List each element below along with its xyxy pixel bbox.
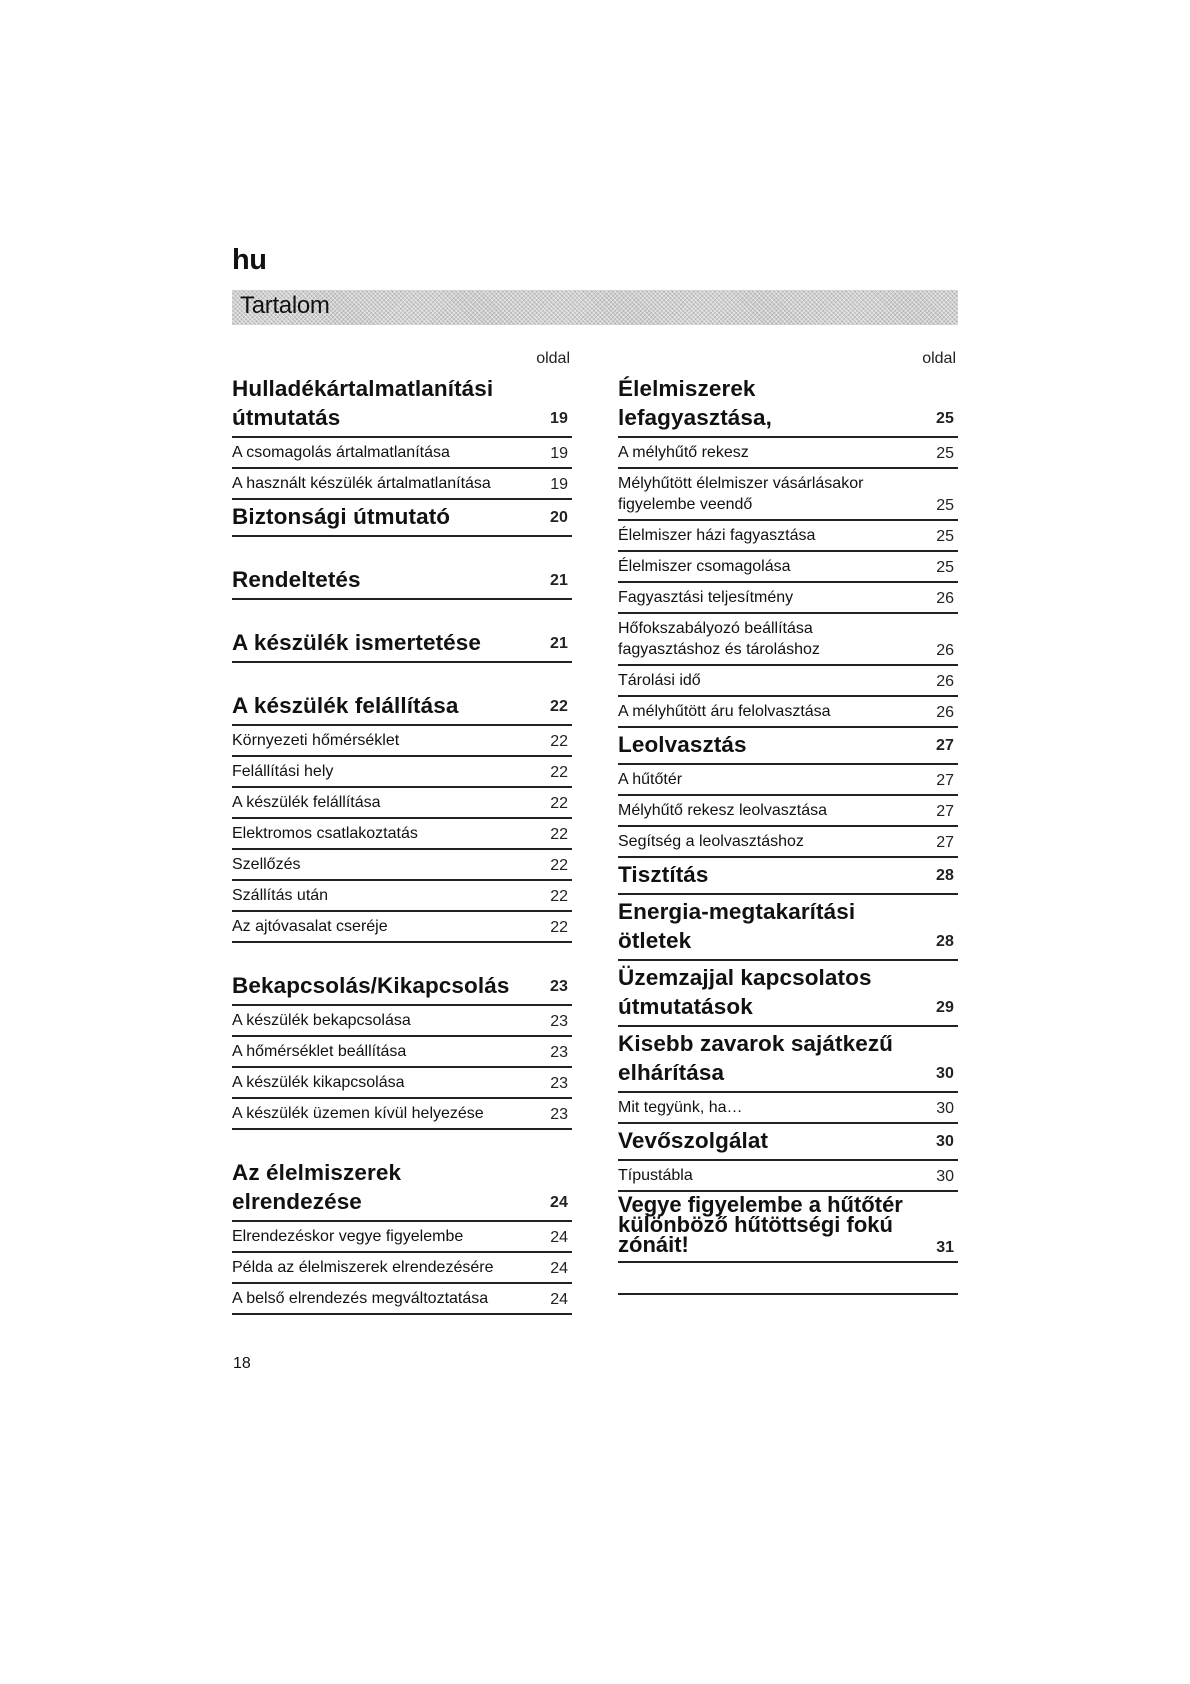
toc-entry-page: 22: [550, 857, 568, 874]
toc-entry-page: 22: [550, 919, 568, 936]
toc-heading-entry[interactable]: [618, 895, 958, 961]
toc-entry-page: 23: [550, 1106, 568, 1123]
toc-entry-title: Hőfokszabályozó beállítása fagyasztáshoz és tároláshoz: [618, 620, 820, 658]
toc-subentry[interactable]: [618, 697, 958, 728]
toc-entry-title: Példa az élelmiszerek elrendezésére: [232, 1259, 494, 1276]
toc-entry-page: 19: [550, 476, 568, 493]
toc-heading-entry[interactable]: [232, 1156, 572, 1222]
toc-subentry[interactable]: [618, 469, 958, 521]
toc-entry-page: 22: [550, 764, 568, 781]
toc-subentry[interactable]: [232, 1006, 572, 1037]
toc-entry-page: 23: [550, 978, 568, 995]
toc-subentry[interactable]: [618, 438, 958, 469]
toc-entry-title: Élelmiszer házi fagyasztása: [618, 527, 816, 544]
toc-entry-page: 30: [936, 1168, 954, 1185]
toc-entry-title: Bekapcsolás/Kikapcsolás: [232, 973, 510, 998]
toc-subentry[interactable]: [232, 1037, 572, 1068]
toc-entry-page: 30: [936, 1133, 954, 1150]
toc-subentry[interactable]: [232, 1284, 572, 1315]
toc-entry-title: Mit tegyünk, ha…: [618, 1099, 743, 1116]
toc-entry-title: A mélyhűtő rekesz: [618, 444, 749, 461]
toc-entry-title: Tisztítás: [618, 862, 709, 887]
spacer: [232, 537, 572, 563]
toc-subentry[interactable]: [232, 1222, 572, 1253]
toc-entry-page: 23: [550, 1075, 568, 1092]
toc-entry-title: Elrendezéskor vegye figyelembe: [232, 1228, 464, 1245]
toc-entry-page: 26: [936, 590, 954, 607]
toc-entry-title: Szállítás után: [232, 887, 329, 904]
toc-entry-title: Típustábla: [618, 1167, 693, 1184]
toc-entry-title: A belső elrendezés megváltoztatása: [232, 1290, 489, 1307]
toc-entry-title: Az ajtóvasalat cseréje: [232, 918, 388, 935]
toc-entry-title: Felállítási hely: [232, 763, 334, 780]
toc-subentry[interactable]: [618, 1161, 958, 1192]
spacer: [232, 1130, 572, 1156]
toc-subentry[interactable]: [618, 521, 958, 552]
toc-subentry[interactable]: [618, 827, 958, 858]
toc-heading-entry[interactable]: [232, 969, 572, 1006]
toc-entry-page: 30: [936, 1065, 954, 1082]
toc-heading-entry[interactable]: [232, 563, 572, 600]
toc-entry-title: Tárolási idő: [618, 672, 701, 689]
toc-entry-title: Mélyhűtő rekesz leolvasztása: [618, 802, 827, 819]
toc-entry-title: Vegye figyelembe a hűtőtér különböző hűtöttségi fokú zónáit!: [618, 1192, 903, 1257]
toc-entry-title: Fagyasztási teljesítmény: [618, 589, 794, 606]
toc-entry-page: 20: [550, 509, 568, 526]
toc-entry-page: 21: [550, 635, 568, 652]
toc-subentry[interactable]: [618, 552, 958, 583]
toc-heading-entry[interactable]: [618, 858, 958, 895]
toc-subentry[interactable]: [232, 788, 572, 819]
toc-entry-page: 19: [550, 445, 568, 462]
toc-entry-page: 21: [550, 572, 568, 589]
toc-heading-entry[interactable]: [232, 372, 572, 438]
toc-entry-title: Kisebb zavarok sajátkezű elhárítása: [618, 1031, 894, 1085]
toc-subentry[interactable]: [232, 1068, 572, 1099]
toc-subentry[interactable]: [232, 438, 572, 469]
toc-entry-title: Élelmiszerek lefagyasztása,: [618, 376, 772, 430]
toc-entry-page: 24: [550, 1194, 568, 1211]
toc-entry-page: 25: [936, 528, 954, 545]
toc-entry-title: Hulladékártalmatlanítási útmutatás: [232, 376, 494, 430]
toc-subentry[interactable]: [232, 469, 572, 500]
toc-entry-title: Energia-megtakarítási ötletek: [618, 899, 856, 953]
spacer: [232, 600, 572, 626]
toc-entry-title: Az élelmiszerek elrendezése: [232, 1160, 402, 1214]
toc-entry-page: 28: [936, 867, 954, 884]
toc-subentry[interactable]: [232, 726, 572, 757]
toc-entry-title: A készülék bekapcsolása: [232, 1012, 411, 1029]
toc-heading-entry[interactable]: [618, 1192, 958, 1263]
title-band: [232, 290, 958, 325]
toc-entry-page: 24: [550, 1260, 568, 1277]
toc-entry-title: Szellőzés: [232, 856, 301, 873]
toc-entry-title: Mélyhűtött élelmiszer vásárlásakor figyelembe veendő: [618, 475, 864, 513]
toc-entry-title: Környezeti hőmérséklet: [232, 732, 400, 749]
toc-entry-title: Élelmiszer csomagolása: [618, 558, 791, 575]
toc-entry-page: 25: [936, 445, 954, 462]
toc-subentry[interactable]: [618, 765, 958, 796]
toc-entry-title: Üzemzajjal kapcsolatos útmutatások: [618, 965, 872, 1019]
toc-heading-entry[interactable]: [618, 728, 958, 765]
toc-entry-page: 26: [936, 642, 954, 659]
toc-entry-page: 24: [550, 1229, 568, 1246]
toc-entry-title: Biztonsági útmutató: [232, 504, 451, 529]
toc-heading-entry[interactable]: [618, 372, 958, 438]
toc-heading-entry[interactable]: [232, 500, 572, 537]
toc-right-column: [618, 350, 958, 1295]
toc-entry-title: A hőmérséklet beállítása: [232, 1043, 407, 1060]
toc-subentry[interactable]: [232, 1253, 572, 1284]
toc-entry-title: Elektromos csatlakoztatás: [232, 825, 418, 842]
toc-entry-page: 25: [936, 410, 954, 427]
toc-entry-page: 27: [936, 737, 954, 754]
toc-entry-title: A csomagolás ártalmatlanítása: [232, 444, 450, 461]
toc-subentry[interactable]: [232, 1099, 572, 1130]
toc-entry-title: A használt készülék ártalmatlanítása: [232, 475, 491, 492]
language-code: hu: [232, 244, 267, 276]
toc-entry-title: A készülék kikapcsolása: [232, 1074, 405, 1091]
toc-subentry[interactable]: [618, 1093, 958, 1124]
page-label: oldal: [536, 350, 570, 367]
toc-entry-title: Vevőszolgálat: [618, 1128, 769, 1153]
toc-entry-page: 25: [936, 559, 954, 576]
spacer: [232, 943, 572, 969]
toc-entry-title: A készülék ismertetése: [232, 630, 482, 655]
toc-left-list: [232, 372, 572, 1315]
toc-subentry[interactable]: [618, 583, 958, 614]
toc-heading-entry[interactable]: [232, 689, 572, 726]
toc-entry-page: 22: [550, 826, 568, 843]
toc-entry-page: 27: [936, 772, 954, 789]
toc-entry-page: 23: [550, 1044, 568, 1061]
toc-entry-page: 30: [936, 1100, 954, 1117]
toc-entry-page: 22: [550, 733, 568, 750]
closing-rule: [618, 1263, 958, 1295]
toc-entry-page: 27: [936, 834, 954, 851]
toc-heading-entry[interactable]: [618, 961, 958, 1027]
toc-entry-page: 31: [936, 1239, 954, 1256]
toc-entry-title: A készülék felállítása: [232, 693, 459, 718]
toc-entry-page: 29: [936, 999, 954, 1016]
toc-entry-title: A készülék felállítása: [232, 794, 381, 811]
toc-entry-page: 26: [936, 704, 954, 721]
page-title: Tartalom: [240, 292, 330, 319]
toc-subentry[interactable]: [232, 850, 572, 881]
toc-entry-title: A hűtőtér: [618, 771, 683, 788]
toc-entry-title: Rendeltetés: [232, 567, 361, 592]
toc-entry-page: 28: [936, 933, 954, 950]
toc-subentry[interactable]: [618, 796, 958, 827]
spacer: [232, 663, 572, 689]
toc-subentry[interactable]: [232, 881, 572, 912]
toc-subentry[interactable]: [232, 757, 572, 788]
toc-entry-page: 27: [936, 803, 954, 820]
toc-entry-page: 24: [550, 1291, 568, 1308]
toc-entry-page: 23: [550, 1013, 568, 1030]
toc-subentry[interactable]: [232, 912, 572, 943]
toc-left-column: [232, 350, 572, 1315]
page-label: oldal: [922, 350, 956, 367]
toc-heading-entry[interactable]: [232, 626, 572, 663]
toc-entry-page: 19: [550, 410, 568, 427]
toc-entry-title: A mélyhűtött áru felolvasztása: [618, 703, 831, 720]
toc-heading-entry[interactable]: [618, 1027, 958, 1093]
toc-entry-title: A készülék üzemen kívül helyezése: [232, 1105, 484, 1122]
page-number: 18: [233, 1355, 251, 1372]
toc-entry-page: 22: [550, 888, 568, 905]
toc-right-list: [618, 372, 958, 1295]
toc-entry-title: Leolvasztás: [618, 732, 747, 757]
toc-entry-page: 25: [936, 497, 954, 514]
toc-entry-page: 22: [550, 698, 568, 715]
toc-subentry[interactable]: [618, 666, 958, 697]
toc-entry-page: 26: [936, 673, 954, 690]
toc-subentry[interactable]: [232, 819, 572, 850]
toc-heading-entry[interactable]: [618, 1124, 958, 1161]
toc-subentry[interactable]: [618, 614, 958, 666]
toc-entry-title: Segítség a leolvasztáshoz: [618, 833, 804, 850]
toc-entry-page: 22: [550, 795, 568, 812]
